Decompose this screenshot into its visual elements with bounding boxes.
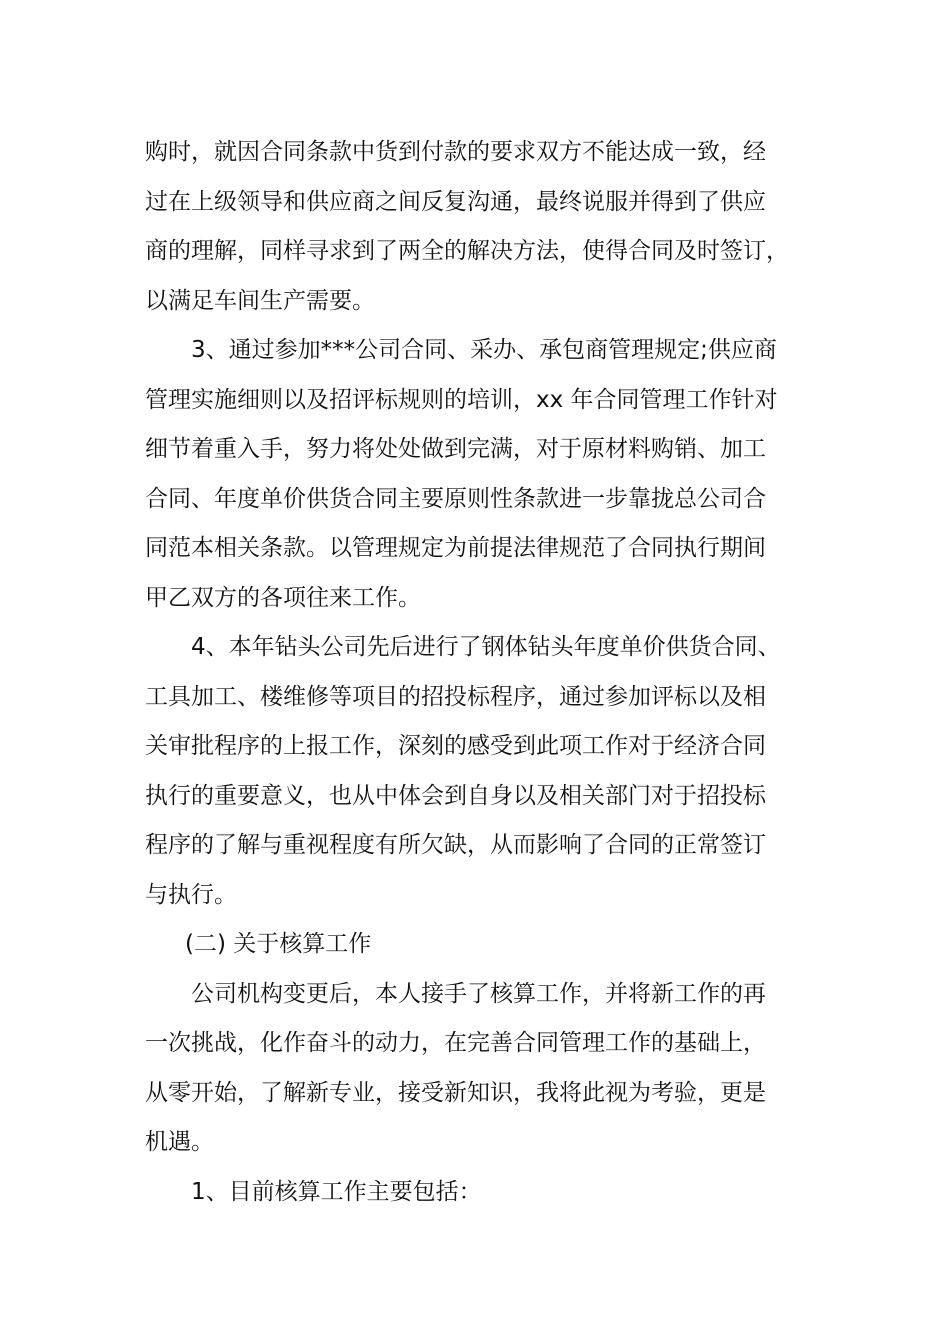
document-body xyxy=(145,128,825,1217)
text-line: 过在上级领导和供应商之间反复沟通，最终说服并得到了供应 xyxy=(145,188,766,215)
paragraph-start-line: 公司机构变更后，本人接手了核算工作，并将新工作的再 xyxy=(191,980,766,1007)
list-item-heading: 1、目前核算工作主要包括： xyxy=(191,1178,482,1205)
text-line: 以满足车间生产需要。 xyxy=(145,287,375,314)
paragraph-start-line: 3、通过参加***公司合同、采办、承包商管理规定;供应商 xyxy=(191,337,777,363)
paragraph-start-line: 4、本年钻头公司先后进行了钢体钻头年度单价供货合同、 xyxy=(191,634,781,660)
text-line: 合同、年度单价供货合同主要原则性条款进一步靠拢总公司合 xyxy=(145,485,766,512)
text-line: 购时，就因合同条款中货到付款的要求双方不能达成一致，经 xyxy=(145,139,766,165)
text-line: 一次挑战，化作奋斗的动力，在完善合同管理工作的基础上， xyxy=(145,1030,766,1056)
text-line: 从零开始，了解新专业，接受新知识，我将此视为考验，更是 xyxy=(145,1079,766,1106)
text-line: 工具加工、楼维修等项目的招投标程序，通过参加评标以及相 xyxy=(145,683,766,710)
section-heading: (二) 关于核算工作 xyxy=(185,931,372,957)
text-line: 机遇。 xyxy=(145,1129,214,1155)
text-line: 管理实施细则以及招评标规则的培训，xx 年合同管理工作针对 xyxy=(145,386,778,413)
text-line: 商的理解，同样寻求到了两全的解决方法，使得合同及时签订， xyxy=(145,238,789,264)
text-line: 细节着重入手，努力将处处做到完满，对于原材料购销、加工 xyxy=(145,436,766,462)
text-line: 程序的了解与重视程度有所欠缺，从而影响了合同的正常签订 xyxy=(145,832,766,858)
text-line: 甲乙双方的各项往来工作。 xyxy=(145,584,421,611)
text-line: 执行的重要意义，也从中体会到自身以及相关部门对于招投标 xyxy=(145,782,766,809)
text-line: 关审批程序的上报工作，深刻的感受到此项工作对于经济合同 xyxy=(145,733,766,759)
text-line: 同范本相关条款。以管理规定为前提法律规范了合同执行期间 xyxy=(145,535,766,561)
text-line: 与执行。 xyxy=(145,881,237,908)
